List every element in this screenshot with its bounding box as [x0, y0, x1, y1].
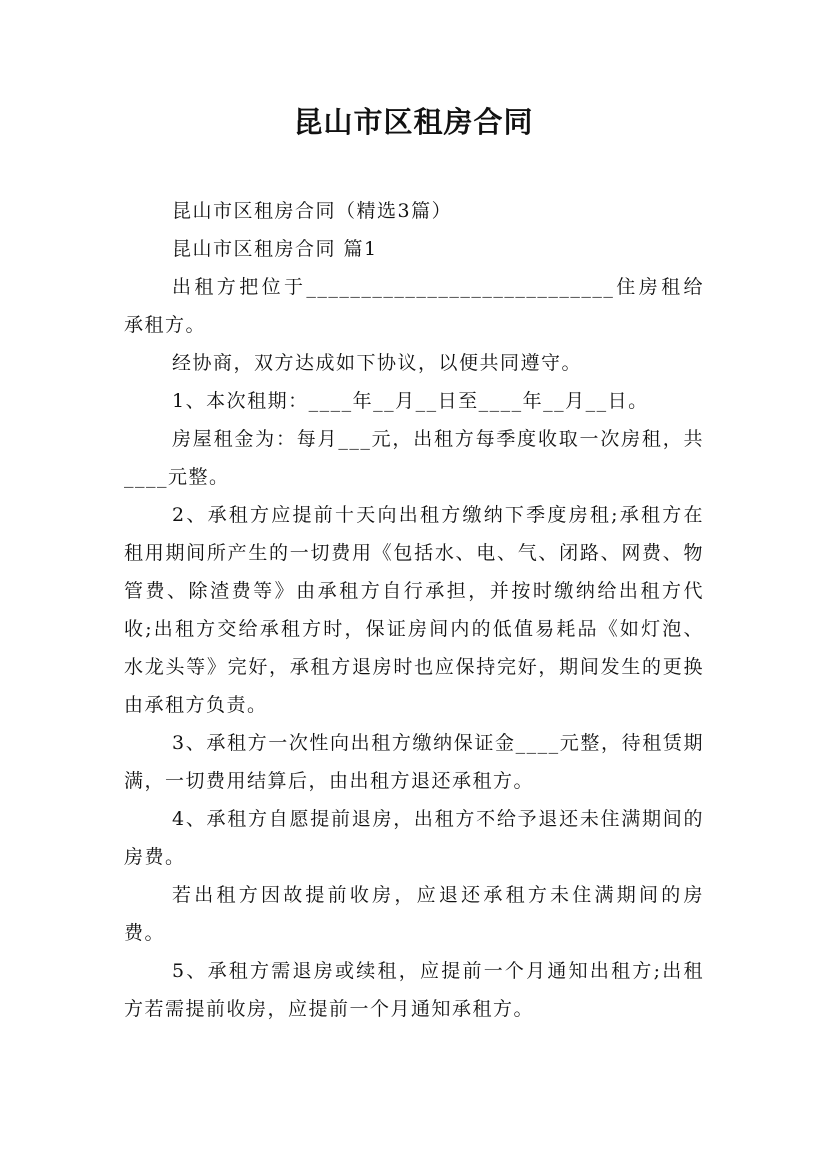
paragraph-location: 出租方把位于____________________________住房租给承租方。 [124, 276, 704, 336]
paragraph-subtitle: 昆山市区租房合同（精选3篇） [172, 200, 453, 222]
paragraph-early-reclaim: 若出租方因故提前收房，应退还承租方未住满期间的房费。 [124, 884, 704, 944]
document-body [124, 192, 704, 1028]
paragraph-clause-2: 2、承租方应提前十天向出租方缴纳下季度房租;承租方在租用期间所产生的一切费用《包括水、电、气、闭路、网费、物管费、除渣费等》由承租方自行承担，并按时缴纳给出租方代收;出租方交给承租方时，保证房间内的低值易耗品《如灯泡、水龙头等》完好，承租方退房时也应保持完好，期间发生的更换由承租方负责。 [124, 504, 704, 716]
paragraph-clause-1: 1、本次租期：____年__月__日至____年__月__日。 [172, 390, 649, 412]
paragraph-rent: 房屋租金为：每月___元，出租方每季度收取一次房租，共____元整。 [124, 428, 704, 488]
paragraph-section-heading: 昆山市区租房合同 篇1 [172, 238, 378, 260]
document-title: 昆山市区租房合同 [293, 105, 534, 139]
paragraph-agreement: 经协商，双方达成如下协议，以便共同遵守。 [172, 352, 583, 374]
paragraph-clause-4: 4、承租方自愿提前退房，出租方不给予退还未住满期间的房费。 [124, 808, 704, 868]
paragraph-clause-3: 3、承租方一次性向出租方缴纳保证金____元整，待租赁期满，一切费用结算后，由出租方退还承租方。 [124, 732, 704, 792]
paragraph-clause-5: 5、承租方需退房或续租，应提前一个月通知出租方;出租方若需提前收房，应提前一个月通知承租方。 [124, 960, 704, 1020]
